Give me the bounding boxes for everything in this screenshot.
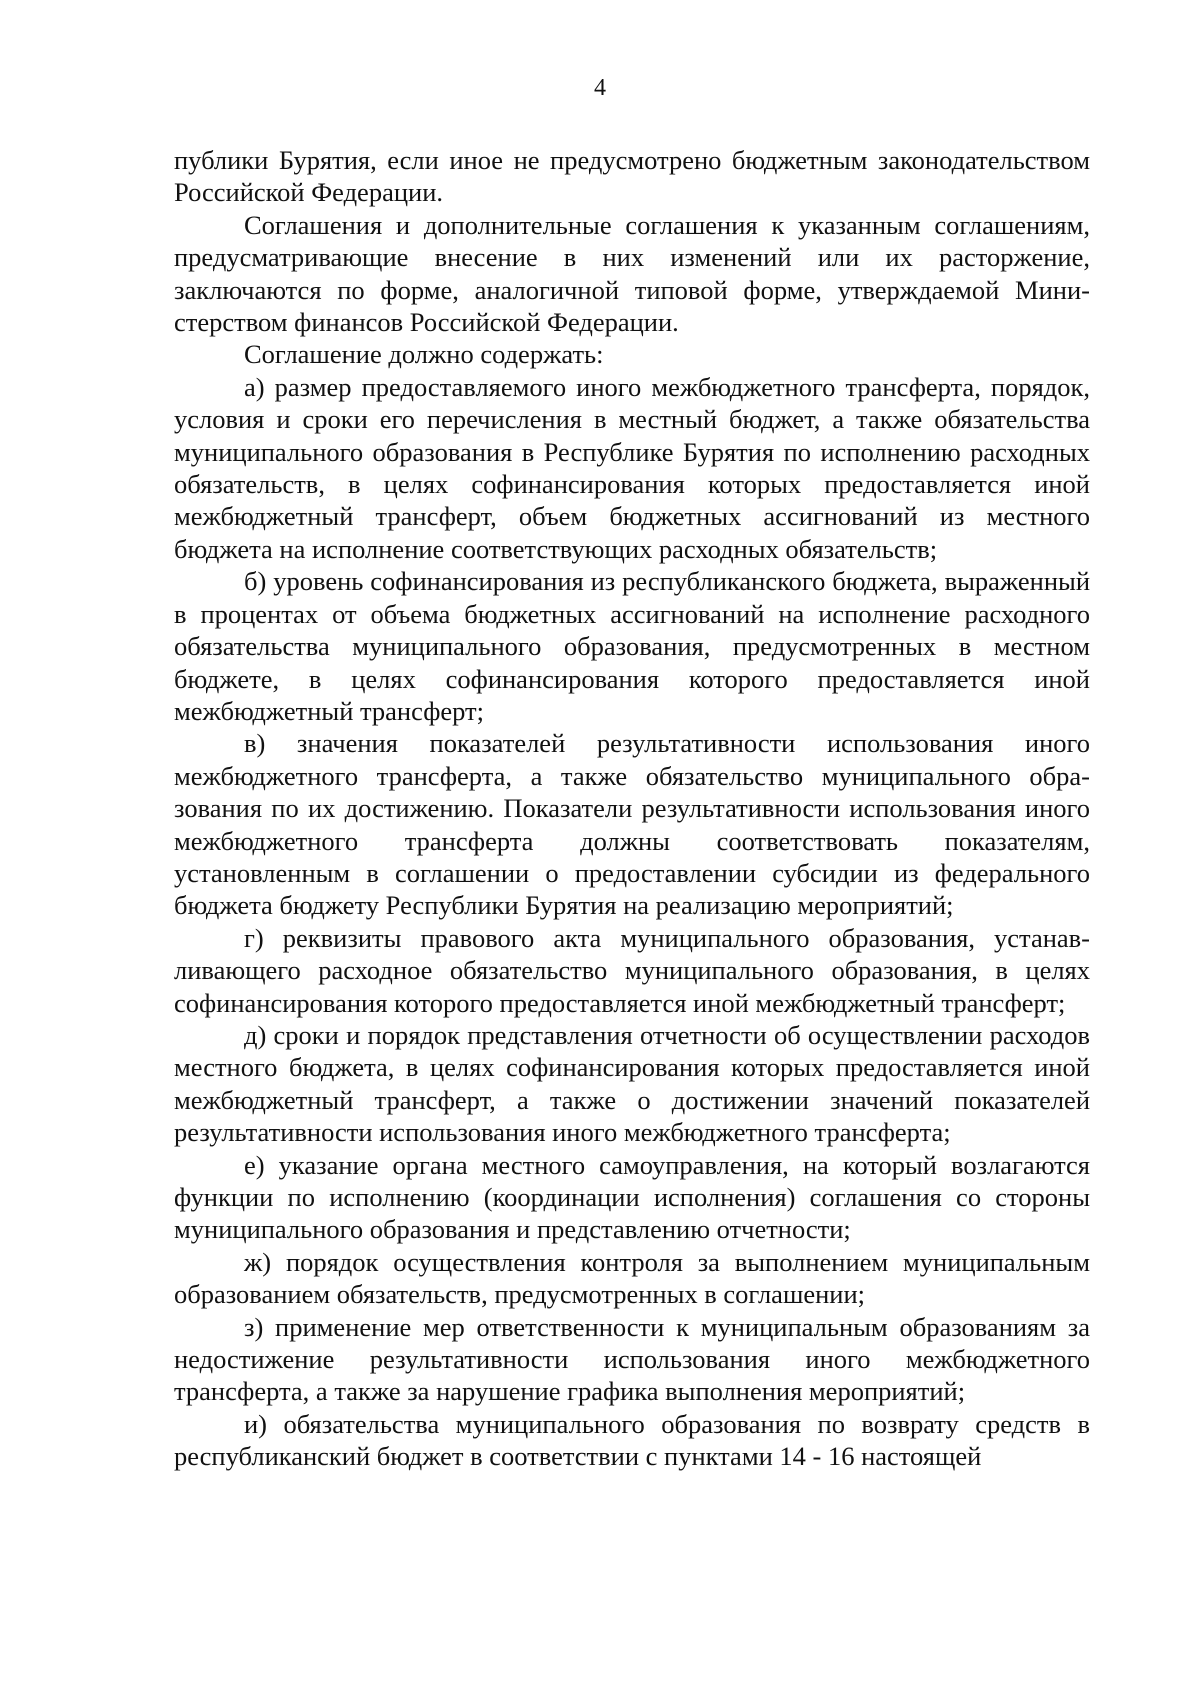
list-item-g: г) реквизиты правового акта муниципального образования, устанавливающего расходное обязательство муниципального образования, в целях софинансирования которого предоставляется иной межбюджетный трансферт;	[174, 922, 1090, 1018]
list-item-d: д) сроки и порядок представления отчетности об осуществлении расходов местного бюджета, в целях софинансирования которых предоставляется иной межбюджетный трансферт, а также о достижении значений показателей результативности использования иного межбюджетного трансферта;	[174, 1019, 1090, 1148]
list-item-e: е) указание органа местного самоуправления, на который возлагаются функции по исполнению (координации исполнения) соглашения со стороны муниципального образования и представлению отчетности;	[174, 1149, 1090, 1245]
paragraph-agreement-contents-intro: Соглашение должно содержать:	[244, 339, 604, 370]
list-item-a: а) размер предоставляемого иного межбюджетного трансферта, порядок, условия и сроки его перечисления в местный бюджет, а также обязательства муниципального образования в Республике Бурятия по исполнению расходных обязательств, в целях софинансирования которых предоставляется иной межбюджетный трансферт, объем бюджетных ассигнований из местного бюджета на исполнение соответствующих расходных обязательств;	[174, 371, 1090, 564]
paragraph-continuation: публики Бурятия, если иное не предусмотрено бюджетным законодательством Российской Федерации.	[174, 145, 1090, 208]
list-item-b: б) уровень софинансирования из республиканского бюджета, выраженный в процентах от объема бюджетных ассигнований на исполнение расходного обязательства муниципального образования, предусмотренных в местном бюджете, в целях софинансирования которого предоставляется иной межбюджетный трансферт;	[174, 566, 1090, 726]
list-item-zh: ж) порядок осуществления контроля за выполнением муниципальным образованием обязательств, предусмотренных в соглашении;	[174, 1246, 1090, 1310]
document-body	[174, 144, 1090, 1473]
page-number: 4	[594, 75, 606, 101]
list-item-i: и) обязательства муниципального образования по возврату средств в республиканский бюджет в соответствии с пунктами 14 - 16 настоящей	[174, 1408, 1090, 1472]
paragraph-agreements-form: Соглашения и дополнительные соглашения к указанным соглашениям, предусматривающие внесение в них изменений или их расторжение, заключаются по форме, аналогичной типовой форме, утверждаемой Министерством финансов Российской Федерации.	[174, 209, 1090, 338]
list-item-z: з) применение мер ответственности к муниципальным образованиям за недостижение результативности использования иного межбюджетного трансферта, а также за нарушение графика выполнения мероприятий;	[174, 1311, 1090, 1407]
list-item-v: в) значения показателей результативности использования иного межбюджетного трансферта, а также обязательство муниципального образования по их достижению. Показатели результативности использования иного межбюджетного трансферта должны соответствовать показателям, установленным в соглашении о предоставлении субсидии из федерального бюджета бюджету Республики Бурятия на реализацию мероприятий;	[174, 728, 1090, 921]
